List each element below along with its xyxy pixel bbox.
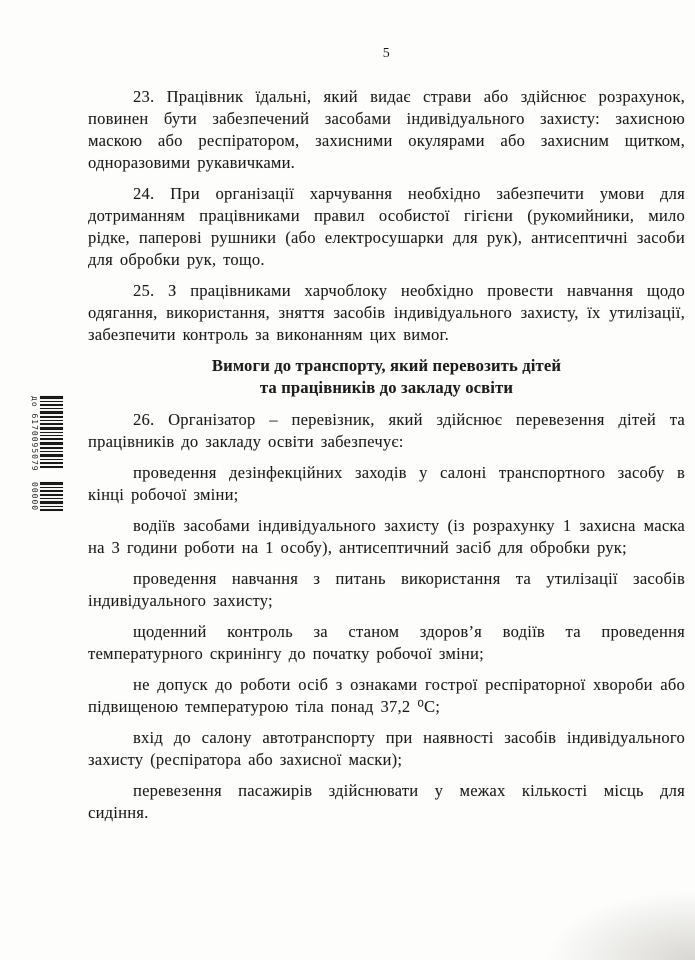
transport-item-driver-ppe: водіїв засобами індивідуального захисту (із розрахунку 1 захисна маска на 3 години роботи на 1 особу), антисептичний засіб для обробки рук; xyxy=(88,516,685,557)
paragraph-23: 23. Працівник їдальні, який видає страви або здійснює розрахунок, повинен бути забезпечений засобами індивідуального захисту: захисною маскою або респіратором, захисними окулярами або захисним щитком, одноразовими рукавичками. xyxy=(88,87,685,172)
barcode-suffix-label: 00000 xyxy=(30,481,39,511)
scan-corner-shadow xyxy=(545,890,695,960)
transport-item-disinfection: проведення дезінфекційних заходів у салоні транспортного засобу в кінці робочої зміни; xyxy=(88,463,685,504)
transport-item-seating: перевезення пасажирів здійснювати у межах кількості місць для сидіння. xyxy=(88,781,685,822)
section-heading-transport xyxy=(88,355,685,399)
barcode-group-suffix xyxy=(30,482,63,513)
paragraph-24: 24. При організації харчування необхідно забезпечити умови для дотриманням працівниками правил особистої гігієни (рукомийники, мило рідке, паперові рушники (або електросушарки для рук), антисептичні засоби для обробки рук, тощо. xyxy=(88,184,685,269)
barcode-number-label: до 6170095079 xyxy=(30,396,39,472)
document-text-block xyxy=(88,46,685,833)
barcode-group-main xyxy=(30,396,63,472)
barcode-bars-suffix xyxy=(40,482,63,513)
paragraph-26: 26. Організатор – перевізник, який здійснює перевезення дітей та працівників до закладу освіти забезпечує: xyxy=(88,410,685,451)
section-heading-line-1: Вимоги до транспорту, який перевозить дітей xyxy=(211,356,562,375)
page-number: 5 xyxy=(382,46,391,61)
registration-barcode xyxy=(30,396,63,513)
section-heading-line-2: та працівників до закладу освіти xyxy=(259,378,514,397)
transport-item-temperature: не допуск до роботи осіб з ознаками гострої респіраторної хвороби або підвищеною температурою тіла понад 37,2 ⁰С; xyxy=(88,675,685,716)
barcode-bars-main xyxy=(40,396,63,470)
paragraph-25: 25. З працівниками харчоблоку необхідно провести навчання щодо одягання, використання, зняття засобів індивідуального захисту, їх утилізації, забезпечити контроль за виконанням цих вимог. xyxy=(88,281,685,344)
transport-item-training: проведення навчання з питань використання та утилізації засобів індивідуального захисту; xyxy=(88,569,685,610)
transport-item-health-control: щоденний контроль за станом здоров’я водіїв та проведення температурного скринінгу до початку робочої зміни; xyxy=(88,622,685,663)
transport-item-entry-ppe: вхід до салону автотранспорту при наявності засобів індивідуального захисту (респіратора або захисної маски); xyxy=(88,728,685,769)
